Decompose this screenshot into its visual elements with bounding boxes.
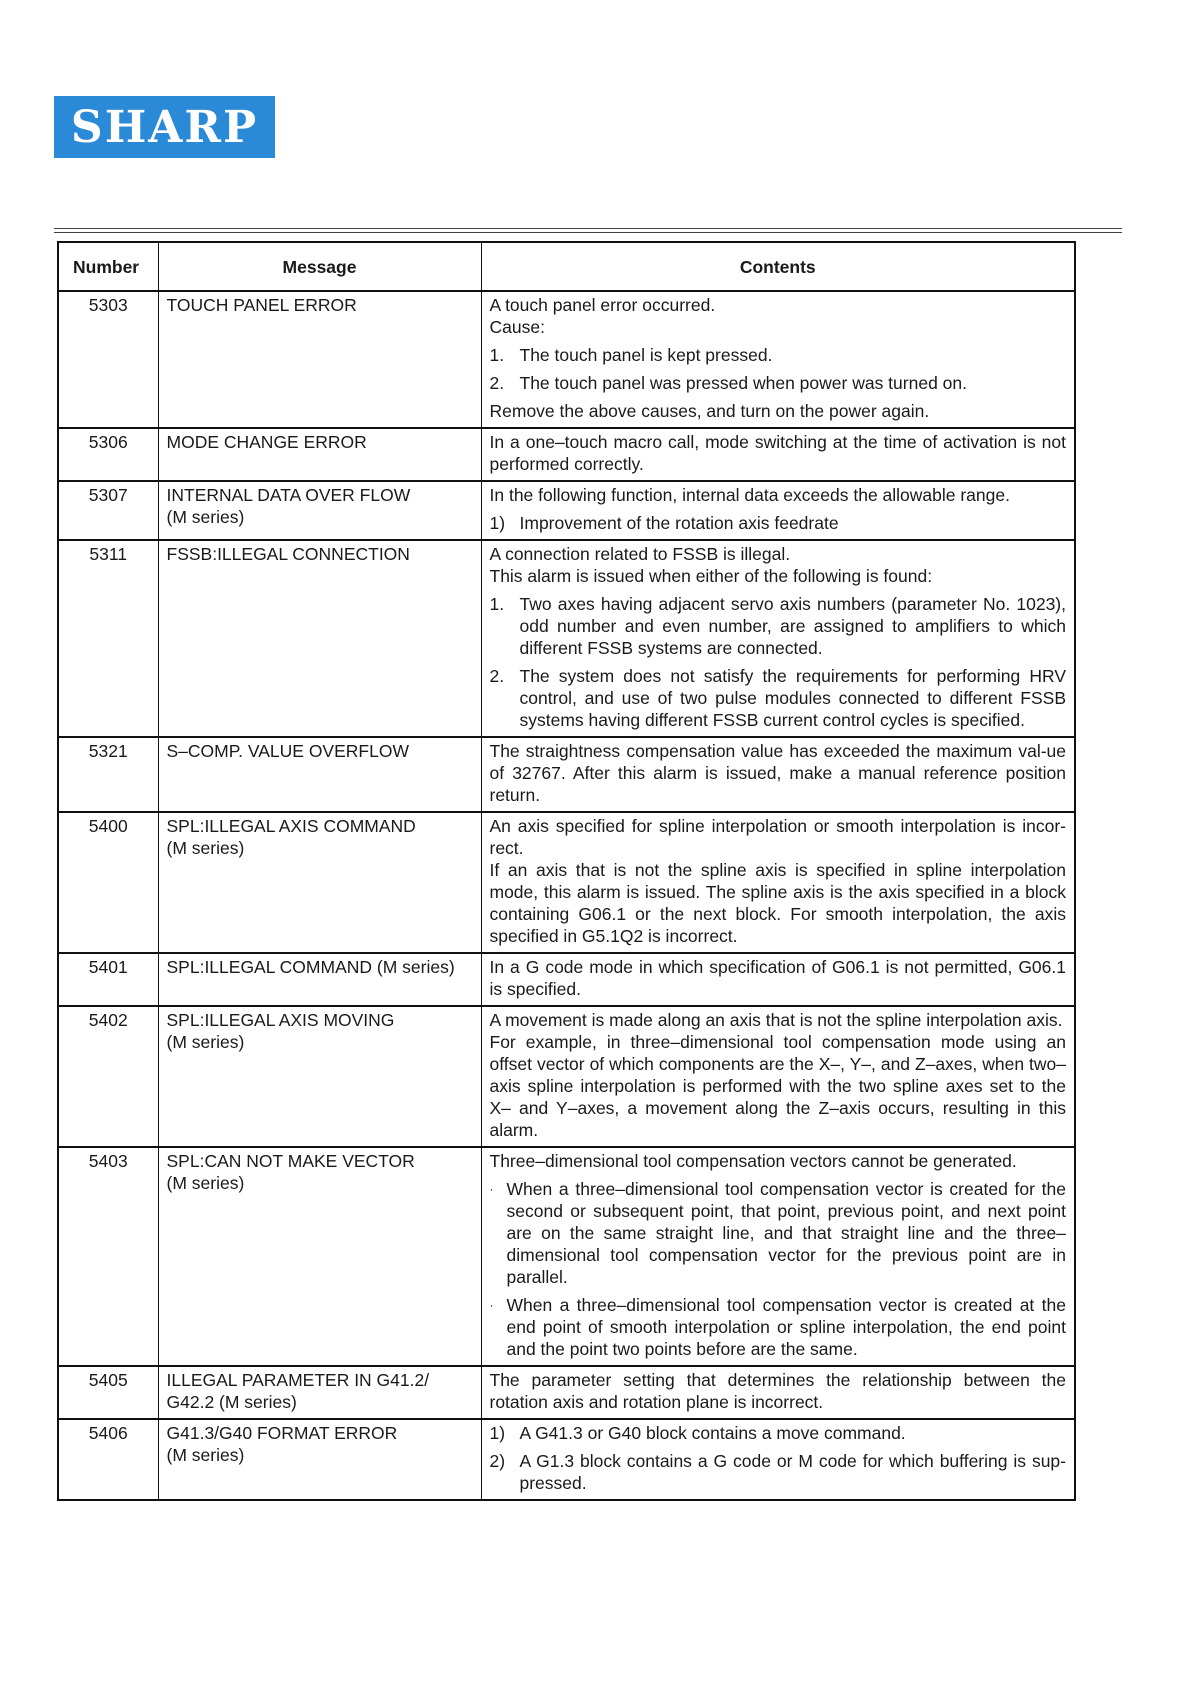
alarm-number: 5406 xyxy=(58,1419,158,1500)
header-number: Number xyxy=(58,242,158,291)
contents-text: In the following function, internal data exceeds the allowable range. xyxy=(489,485,1010,505)
bullet-marker: · xyxy=(489,1182,494,1196)
list-text: The touch panel was pressed when power was turned on. xyxy=(519,373,967,393)
alarm-contents xyxy=(481,1419,1075,1500)
alarm-number: 5307 xyxy=(58,481,158,540)
message-line: MODE CHANGE ERROR xyxy=(166,432,367,452)
table-row xyxy=(58,812,1075,953)
contents-list xyxy=(490,1422,1067,1494)
list-marker: 2. xyxy=(489,373,505,393)
contents-list xyxy=(490,593,1067,731)
table-row xyxy=(58,540,1075,737)
list-item xyxy=(490,372,1067,394)
alarm-message xyxy=(158,1147,481,1366)
alarm-contents xyxy=(481,291,1075,428)
table-row xyxy=(58,481,1075,540)
alarm-number: 5306 xyxy=(58,428,158,481)
table-row xyxy=(58,737,1075,812)
alarm-message xyxy=(158,1419,481,1500)
alarm-contents xyxy=(481,1006,1075,1147)
contents-text: The parameter setting that determines the relationship between the rotation axis and rotation plane is incorrect. xyxy=(489,1370,1066,1412)
list-text: Improvement of the rotation axis feedrate xyxy=(519,513,839,533)
list-text: A G41.3 or G40 block contains a move command. xyxy=(519,1423,906,1443)
message-line: (M series) xyxy=(166,1032,245,1052)
message-line: SPL:ILLEGAL AXIS MOVING xyxy=(166,1010,395,1030)
alarm-message xyxy=(158,737,481,812)
alarm-contents xyxy=(481,540,1075,737)
list-item xyxy=(490,665,1067,731)
alarm-contents xyxy=(481,953,1075,1006)
sharp-logo xyxy=(54,96,275,158)
alarm-message xyxy=(158,291,481,428)
contents-text: An axis specified for spline interpolation or smooth interpolation is incor-rect. xyxy=(489,816,1066,858)
message-line: TOUCH PANEL ERROR xyxy=(166,295,357,315)
table-row xyxy=(58,428,1075,481)
list-item xyxy=(490,593,1067,659)
message-line: INTERNAL DATA OVER FLOW xyxy=(166,485,411,505)
list-marker: 1) xyxy=(489,1423,506,1443)
list-text: Two axes having adjacent servo axis numbers (parameter No. 1023), odd number and even number, are assigned to amplifiers to which different FSSB systems are connected. xyxy=(519,594,1066,658)
list-text: The system does not satisfy the requirements for performing HRV control, and use of two pulse modules connected to different FSSB systems having different FSSB current control cycles is specified. xyxy=(519,666,1066,730)
alarm-contents xyxy=(481,428,1075,481)
contents-bullets xyxy=(490,1178,1067,1360)
header-contents: Contents xyxy=(481,242,1075,291)
list-text: The touch panel is kept pressed. xyxy=(519,345,773,365)
contents-text: A touch panel error occurred. xyxy=(489,295,716,315)
contents-text: Three–dimensional tool compensation vectors cannot be generated. xyxy=(489,1151,1017,1171)
contents-text: A connection related to FSSB is illegal. xyxy=(489,544,791,564)
contents-text: Remove the above causes, and turn on the power again. xyxy=(489,401,930,421)
list-marker: 2) xyxy=(489,1451,506,1471)
contents-text: This alarm is issued when either of the following is found: xyxy=(489,566,933,586)
logo-text: SHARP xyxy=(70,101,259,153)
contents-list xyxy=(490,344,1067,394)
list-item xyxy=(490,1294,1067,1360)
table-row xyxy=(58,1147,1075,1366)
alarm-number: 5402 xyxy=(58,1006,158,1147)
alarm-contents xyxy=(481,481,1075,540)
table-row xyxy=(58,291,1075,428)
alarm-table xyxy=(57,241,1076,1501)
message-line: G42.2 (M series) xyxy=(166,1392,297,1412)
message-line: ILLEGAL PARAMETER IN G41.2/ xyxy=(166,1370,430,1390)
header-message: Message xyxy=(158,242,481,291)
message-line: (M series) xyxy=(166,507,245,527)
table-row xyxy=(58,953,1075,1006)
list-item xyxy=(490,1450,1067,1494)
message-line: (M series) xyxy=(166,1445,245,1465)
contents-text: If an axis that is not the spline axis is specified in spline interpolation mode, this alarm is issued. The spline axis is the axis specified in a block containing G06.1 or the next block. For smooth interpolation, the axis specified in G5.1Q2 is incorrect. xyxy=(489,860,1066,946)
alarm-message xyxy=(158,1366,481,1419)
list-marker: 1. xyxy=(489,594,505,614)
message-line: FSSB:ILLEGAL CONNECTION xyxy=(166,544,410,564)
header-rule-bottom xyxy=(54,232,1122,233)
alarm-contents xyxy=(481,1147,1075,1366)
alarm-number: 5400 xyxy=(58,812,158,953)
list-marker: 2. xyxy=(489,666,505,686)
table-row xyxy=(58,1366,1075,1419)
alarm-message xyxy=(158,481,481,540)
alarm-number: 5311 xyxy=(58,540,158,737)
message-line: (M series) xyxy=(166,838,245,858)
alarm-message xyxy=(158,540,481,737)
table-row xyxy=(58,1419,1075,1500)
alarm-message xyxy=(158,1006,481,1147)
list-item xyxy=(490,512,1067,534)
contents-text: In a G code mode in which specification of G06.1 is not permitted, G06.1 is specified. xyxy=(489,957,1066,999)
message-line: SPL:ILLEGAL COMMAND (M series) xyxy=(166,957,455,977)
alarm-number: 5303 xyxy=(58,291,158,428)
alarm-message xyxy=(158,812,481,953)
message-line: (M series) xyxy=(166,1173,245,1193)
alarm-message xyxy=(158,428,481,481)
contents-text: For example, in three–dimensional tool compensation mode using an offset vector of which components are the X–, Y–, and Z–axes, when two–axis spline interpolation is performed with the two spline axes set to the X– and Y–axes, a movement along the Z–axis occurs, resulting in this alarm. xyxy=(489,1032,1066,1140)
contents-list xyxy=(490,512,1067,534)
list-item xyxy=(490,1178,1067,1288)
contents-text: The straightness compensation value has exceeded the maximum val-ue of 32767. After this alarm is issued, make a manual reference position return. xyxy=(489,741,1066,805)
list-text: When a three–dimensional tool compensation vector is created at the end point of smooth interpolation or spline interpolation, the end point and the point two points before are the same. xyxy=(506,1295,1066,1359)
contents-text: In a one–touch macro call, mode switching at the time of activation is not performed correctly. xyxy=(489,432,1066,474)
header-rule-top xyxy=(54,228,1122,229)
contents-text: Cause: xyxy=(489,317,545,337)
alarm-number: 5403 xyxy=(58,1147,158,1366)
bullet-marker: · xyxy=(489,1298,494,1312)
list-text: A G1.3 block contains a G code or M code for which buffering is sup-pressed. xyxy=(519,1451,1066,1493)
list-item xyxy=(490,344,1067,366)
list-marker: 1) xyxy=(489,513,506,533)
table-header-row xyxy=(58,242,1075,291)
alarm-contents xyxy=(481,1366,1075,1419)
list-marker: 1. xyxy=(489,345,505,365)
contents-text: A movement is made along an axis that is not the spline interpolation axis. xyxy=(489,1010,1063,1030)
alarm-number: 5321 xyxy=(58,737,158,812)
message-line: S–COMP. VALUE OVERFLOW xyxy=(166,741,409,761)
alarm-contents xyxy=(481,812,1075,953)
alarm-contents xyxy=(481,737,1075,812)
message-line: G41.3/G40 FORMAT ERROR xyxy=(166,1423,398,1443)
alarm-number: 5405 xyxy=(58,1366,158,1419)
alarm-number: 5401 xyxy=(58,953,158,1006)
alarm-message xyxy=(158,953,481,1006)
list-text: When a three–dimensional tool compensation vector is created for the second or subsequent point, that point, previous point, and next point are on the same straight line, and that straight line and the three–dimensional tool compensation vector for the previous point are in parallel. xyxy=(506,1179,1066,1287)
list-item xyxy=(490,1422,1067,1444)
message-line: SPL:ILLEGAL AXIS COMMAND xyxy=(166,816,416,836)
message-line: SPL:CAN NOT MAKE VECTOR xyxy=(166,1151,415,1171)
table-row xyxy=(58,1006,1075,1147)
